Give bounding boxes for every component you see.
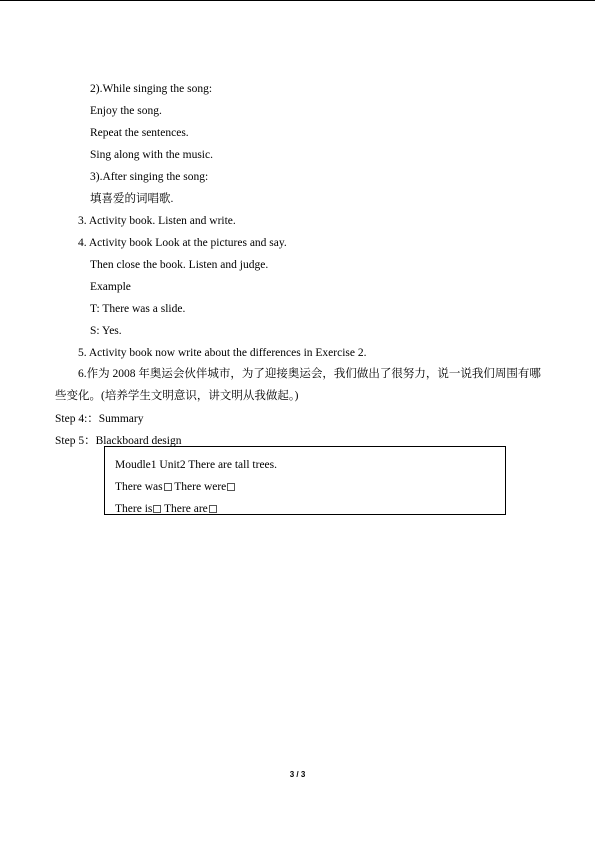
text-line: 5. Activity book now write about the differences in Exercise 2. bbox=[78, 347, 367, 359]
text-line: S: Yes. bbox=[90, 325, 122, 337]
text-line: 2).While singing the song: bbox=[90, 83, 213, 95]
page-number: 3 / 3 bbox=[289, 770, 306, 779]
board-item: There was bbox=[115, 481, 163, 493]
text-paragraph: 6.作为 2008 年奥运会伙伴城市，为了迎接奥运会，我们做出了很努力，说一说我们周围有哪些变化。(培养学生文明意识，讲文明从我做起。) bbox=[55, 368, 541, 402]
board-item: There were bbox=[174, 481, 227, 493]
empty-box-icon bbox=[209, 505, 217, 513]
text-line: Then close the book. Listen and judge. bbox=[90, 259, 269, 271]
text-line: Example bbox=[90, 281, 131, 293]
text-line: Sing along with the music. bbox=[90, 149, 213, 161]
text-line: 填喜爱的词唱歌. bbox=[90, 193, 174, 205]
board-row bbox=[115, 502, 217, 516]
page-top-rule bbox=[0, 0, 595, 1]
board-title: Moudle1 Unit2 There are tall trees. bbox=[115, 459, 278, 471]
step-heading: Step 4:：Summary bbox=[55, 413, 144, 425]
empty-box-icon bbox=[164, 483, 172, 491]
blackboard-design-box bbox=[104, 446, 506, 515]
empty-box-icon bbox=[227, 483, 235, 491]
board-item: There is bbox=[115, 503, 153, 515]
text-line: Enjoy the song. bbox=[90, 105, 162, 117]
text-line: 3).After singing the song: bbox=[90, 171, 209, 183]
board-item: There are bbox=[164, 503, 208, 515]
board-row bbox=[115, 480, 235, 494]
empty-box-icon bbox=[153, 505, 161, 513]
text-line: Repeat the sentences. bbox=[90, 127, 189, 139]
text-line: 4. Activity book Look at the pictures and say. bbox=[78, 237, 287, 249]
text-line: 3. Activity book. Listen and write. bbox=[78, 215, 236, 227]
text-line: T: There was a slide. bbox=[90, 303, 186, 315]
step-heading: Step 5：Blackboard design bbox=[55, 435, 182, 447]
